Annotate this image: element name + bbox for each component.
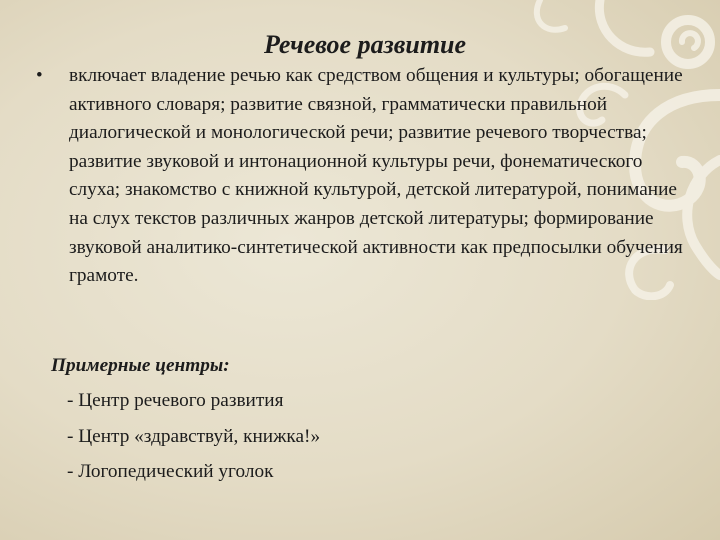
description-text: включает владение речью как средством общения и культуры; обогащение активного словаря; развитие связной, грамматически правильной диалогической и монологической речи; развитие речевого творчества; развитие звуковой и интонационной культуры речи, фонематического слуха; знакомство с книжной культурой, детской литературой, понимание на слух текстов различных жанров детской литературы; формирование звуковой аналитико-синтетической активности как предпосылки обучения грамоте. <box>69 65 683 287</box>
center-item-speech-therapy: - Логопедический уголок <box>67 461 274 482</box>
description-bullet <box>36 62 686 291</box>
center-item-speech: - Центр речевого развития <box>67 390 284 411</box>
center-item-book: - Центр «здравствуй, книжка!» <box>67 426 321 447</box>
slide-title: Речевое развитие <box>263 30 467 59</box>
bullet-marker: • <box>36 65 43 86</box>
centers-heading: Примерные центры: <box>51 355 230 376</box>
